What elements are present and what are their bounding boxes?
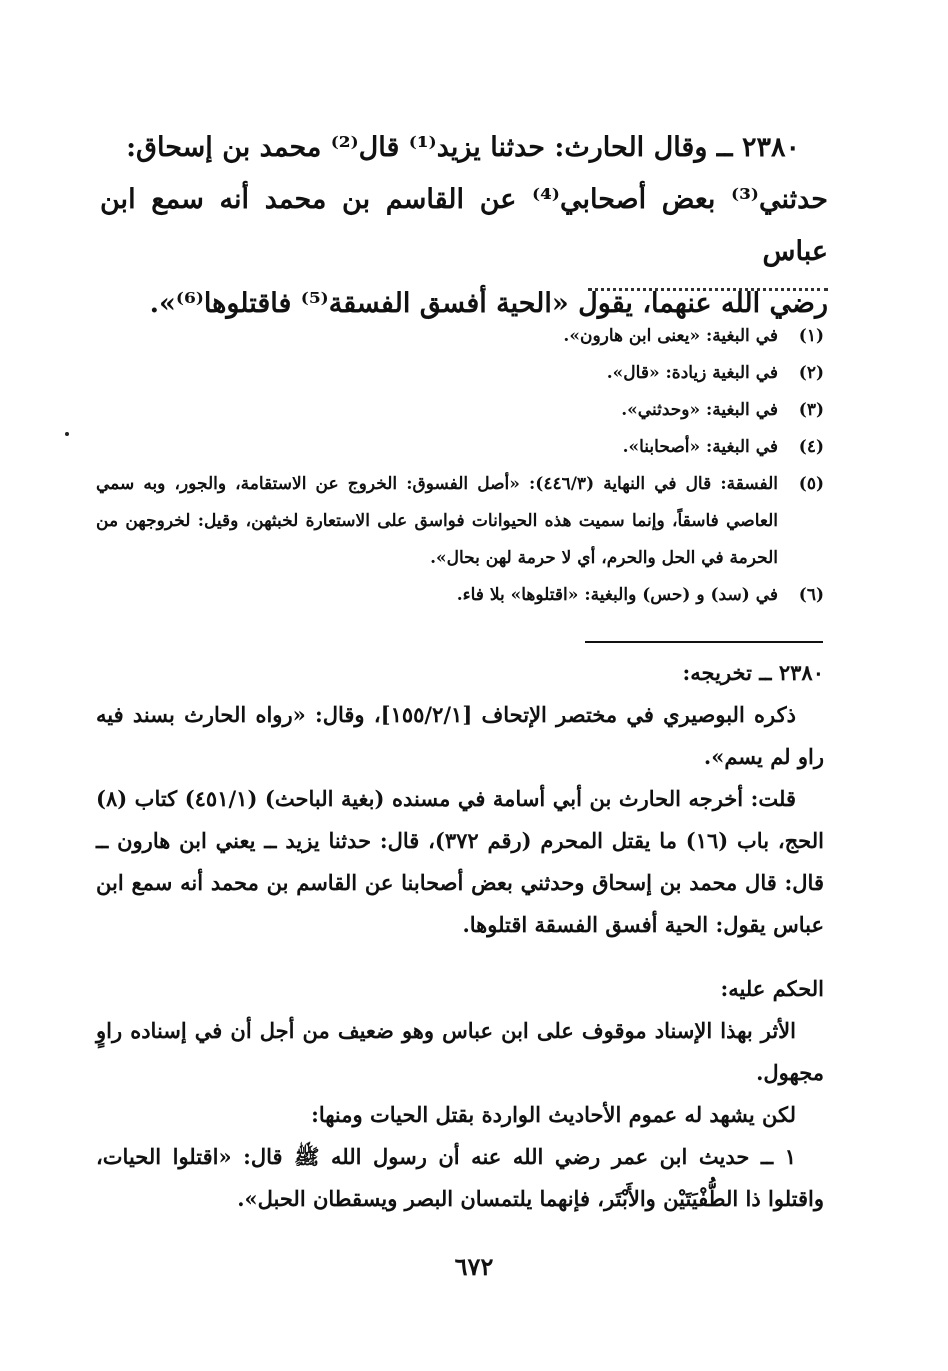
footnote-number: (٦) bbox=[798, 585, 824, 605]
main-text-line-2: حدثني⁽³⁾ بعض أصحابي⁽⁴⁾ عن القاسم بن محمد أنه سمع ابن عباس bbox=[100, 184, 828, 267]
footnote-2 bbox=[96, 355, 824, 392]
stray-dot bbox=[65, 432, 69, 436]
footnote-text: في (سد) و (حس) والبغية: «اقتلوها» بلا فاء. bbox=[456, 585, 778, 605]
main-text-line-1: ٢٣٨٠ ــ وقال الحارث: حدثنا يزيد⁽¹⁾ قال⁽²⁾ محمد بن إسحاق: bbox=[126, 132, 800, 163]
footnote-number: (٣) bbox=[798, 400, 824, 420]
footnotes bbox=[96, 318, 824, 614]
hukm-paragraph-1: الأثر بهذا الإسناد موقوف على ابن عباس وهو ضعيف من أجل أن في إسناده راوٍ مجهول. bbox=[96, 1018, 824, 1085]
section-rule bbox=[585, 641, 823, 643]
footnote-text: في البغية زيادة: «قال». bbox=[606, 363, 778, 383]
main-text-line-3: رضي الله عنهما، يقول «الحية أفسق الفسقة⁽⁵⁾ فاقتلوها⁽⁶⁾». bbox=[149, 288, 828, 319]
takhrij-section bbox=[96, 652, 824, 946]
hukm-paragraph-3: ١ ــ حديث ابن عمر رضي الله عنه أن رسول الله ﷺ قال: «اقتلوا الحيات، واقتلوا ذا الطُّفْيَتَيْن والأَبْتَر، فإنهما يلتمسان البصر ويسقطان الحبل». bbox=[96, 1144, 824, 1211]
footnote-6 bbox=[96, 577, 824, 614]
footnote-5 bbox=[96, 466, 824, 577]
footnote-number: (٥) bbox=[798, 474, 824, 494]
main-text bbox=[100, 122, 828, 330]
hukm-section bbox=[96, 968, 824, 1220]
footnote-4 bbox=[96, 429, 824, 466]
footnote-text: في البغية: «وحدثني». bbox=[621, 400, 778, 420]
footnote-number: (١) bbox=[798, 326, 824, 346]
page-number: ٦٧٢ bbox=[454, 1252, 494, 1281]
hukm-heading: الحكم عليه: bbox=[720, 976, 824, 1001]
footnote-text: في البغية: «يعنى ابن هارون». bbox=[563, 326, 778, 346]
footnote-3 bbox=[96, 392, 824, 429]
footnote-text: في البغية: «أصحابنا». bbox=[622, 437, 778, 457]
takhrij-paragraph-1: ذكره البوصيري في مختصر الإتحاف [١٥٥/٢/١]، وقال: «رواه الحارث بسند فيه راو لم يسم». bbox=[96, 702, 824, 769]
footnote-number: (٤) bbox=[798, 437, 824, 457]
takhrij-paragraph-2: قلت: أخرجه الحارث بن أبي أسامة في مسنده (بغية الباحث) (٤٥١/١) كتاب (٨) الحج، باب (١٦) ما يقتل المحرم (رقم ٣٧٢)، قال: حدثنا يزيد ــ يعني ابن هارون ــ قال: قال محمد بن إسحاق وحدثني بعض أصحابنا عن القاسم بن محمد أنه سمع ابن عباس يقول: الحية أفسق الفسقة اقتلوها. bbox=[96, 786, 824, 937]
footnote-text: الفسقة: قال في النهاية (٤٤٦/٣): «أصل الفسوق: الخروج عن الاستقامة، والجور، وبه سمي العاصي فاسقاً، وإنما سميت هذه الحيوانات فواسق على الاستعارة لخبثهن، وقيل: لخروجهن من الحرمة في الحل والحرم، أي لا حرمة لهن بحال». bbox=[96, 474, 778, 568]
footnote-number: (٢) bbox=[798, 363, 824, 383]
footnote-separator bbox=[588, 288, 828, 291]
takhrij-heading: ٢٣٨٠ ــ تخريجه: bbox=[682, 660, 824, 685]
footnote-1 bbox=[96, 318, 824, 355]
hukm-paragraph-2: لكن يشهد له عموم الأحاديث الواردة بقتل الحيات ومنها: bbox=[311, 1102, 796, 1127]
